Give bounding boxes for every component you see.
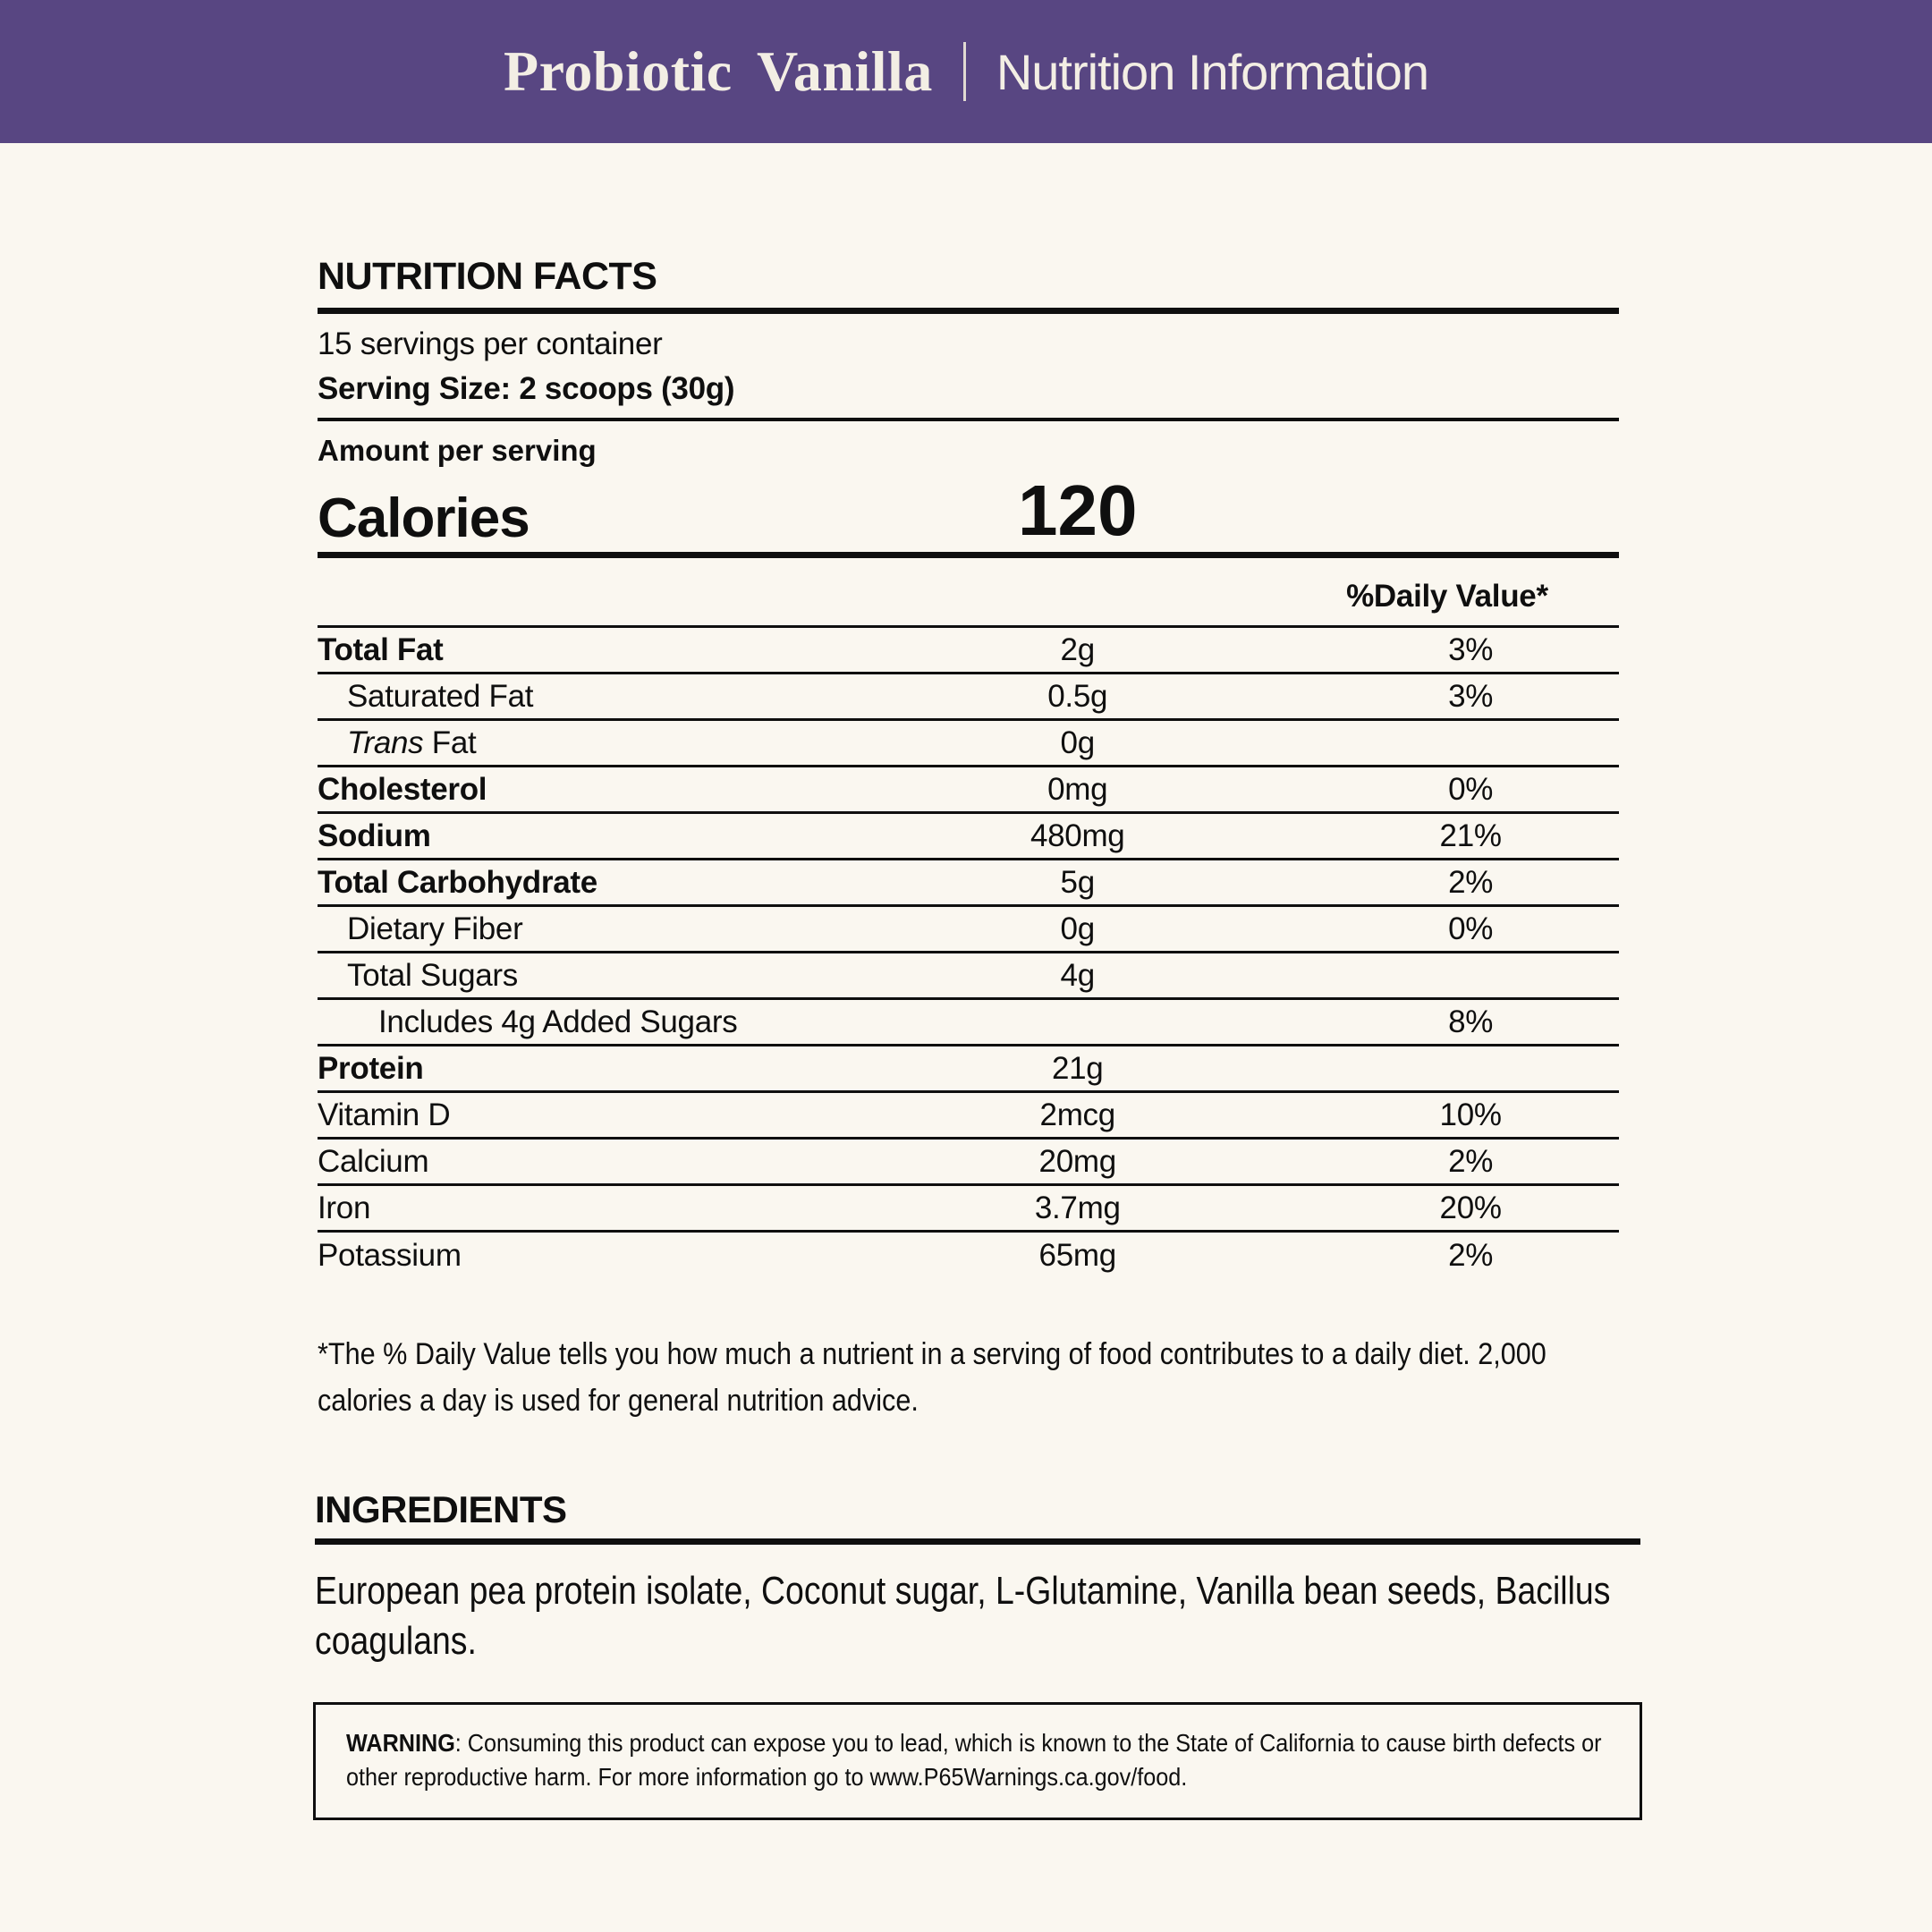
nutrient-daily-value: 3% [1448,631,1494,667]
nutrient-row [318,1140,1619,1186]
nutrient-row [318,721,1619,767]
nutrient-amount: 2g [1060,631,1095,667]
nutrient-label: Total Sugars [347,957,518,993]
nutrient-amount: 21g [1051,1050,1104,1086]
warning-text: WARNING: Consuming this product can expose you to lead, which is known to the State of California to cause birth defects or other reproductive harm. For more information go to www.P65Warnings.ca.gov/food. [346,1729,1602,1791]
nutrient-label: Trans Fat [347,724,477,760]
nutrient-label: Saturated Fat [347,678,534,714]
nutrient-row [318,628,1619,674]
calories-value: 120 [1017,470,1138,550]
nutrient-amount: 2mcg [1039,1097,1115,1132]
nutrient-daily-value: 2% [1448,864,1494,900]
nutrient-label: Sodium [318,818,431,853]
nutrient-label: Dietary Fiber [347,911,523,946]
nutrient-amount: 65mg [1038,1238,1116,1273]
nutrient-amount: 0g [1060,911,1095,946]
nutrient-row [318,1000,1619,1046]
nutrient-amount: 0g [1060,724,1095,760]
nutrient-row [318,1233,1619,1279]
nutrient-row [318,674,1619,721]
nutrient-daily-value: 21% [1439,818,1502,853]
nutrient-daily-value: 0% [1448,771,1494,807]
nutrient-label: Cholesterol [318,771,487,807]
nutrient-daily-value: 10% [1439,1097,1502,1132]
warning-box [313,1702,1642,1820]
nutrient-amount: 3.7mg [1034,1190,1121,1225]
nutrient-label: Iron [318,1190,371,1225]
nutrient-label: Potassium [318,1238,462,1273]
rule-under-calories [318,552,1619,558]
nutrient-rows [318,628,1619,1279]
product-name: Probiotic Vanilla [503,39,933,103]
nutrient-amount: 0mg [1047,771,1108,807]
rule-under-title [318,308,1619,314]
daily-value-header-row [318,558,1619,628]
nutrient-label: Protein [318,1050,424,1086]
nutrient-row [318,814,1619,860]
servings-per-container: 15 servings per container [318,326,663,361]
rule-under-ingredients [315,1538,1640,1545]
nutrient-daily-value: 0% [1448,911,1494,946]
nutrition-facts-title: NUTRITION FACTS [318,255,657,298]
nutrient-row [318,767,1619,814]
warning-label: WARNING [346,1729,455,1757]
nutrient-label: Total Fat [318,631,444,667]
nutrient-row [318,1186,1619,1233]
nutrition-facts-panel [318,256,1619,1424]
calories-row [318,470,1619,552]
nutrient-daily-value: 3% [1448,678,1494,714]
nutrient-amount: 20mg [1038,1143,1116,1179]
header-bar [0,0,1932,143]
nutrient-row [318,1093,1619,1140]
nutrient-amount: 4g [1060,957,1095,993]
nutrient-amount: 5g [1060,864,1095,900]
nutrient-daily-value: 2% [1448,1143,1494,1179]
header-subtitle: Nutrition Information [996,43,1429,100]
daily-value-footnote: *The % Daily Value tells you how much a nutrient in a serving of food contributes to a daily diet. 2,000 calories a day is used for general nutrition advice. [318,1337,1546,1418]
nutrient-daily-value: 2% [1448,1238,1494,1273]
header-divider [963,42,966,101]
nutrient-row [318,907,1619,953]
nutrient-amount: 480mg [1030,818,1125,853]
nutrient-label: Calcium [318,1143,429,1179]
nutrient-label: Vitamin D [318,1097,451,1132]
calories-label: Calories [318,487,530,549]
nutrient-daily-value: 20% [1439,1190,1502,1225]
nutrient-row [318,860,1619,907]
nutrient-amount: 0.5g [1047,678,1108,714]
nutrient-row [318,1046,1619,1093]
daily-value-header: %Daily Value* [1346,579,1548,614]
ingredients-section [315,1490,1640,1666]
nutrient-daily-value: 8% [1448,1004,1494,1039]
ingredients-text: European pea protein isolate, Coconut sugar, L-Glutamine, Vanilla bean seeds, Bacillus coagulans. [315,1569,1611,1663]
ingredients-title: INGREDIENTS [315,1488,567,1530]
serving-size: Serving Size: 2 scoops (30g) [318,371,735,406]
nutrient-label: Total Carbohydrate [318,864,597,900]
nutrient-label: Includes 4g Added Sugars [378,1004,738,1039]
amount-per-serving: Amount per serving [318,434,597,467]
rule-under-serving-size [318,418,1619,421]
nutrient-row [318,953,1619,1000]
